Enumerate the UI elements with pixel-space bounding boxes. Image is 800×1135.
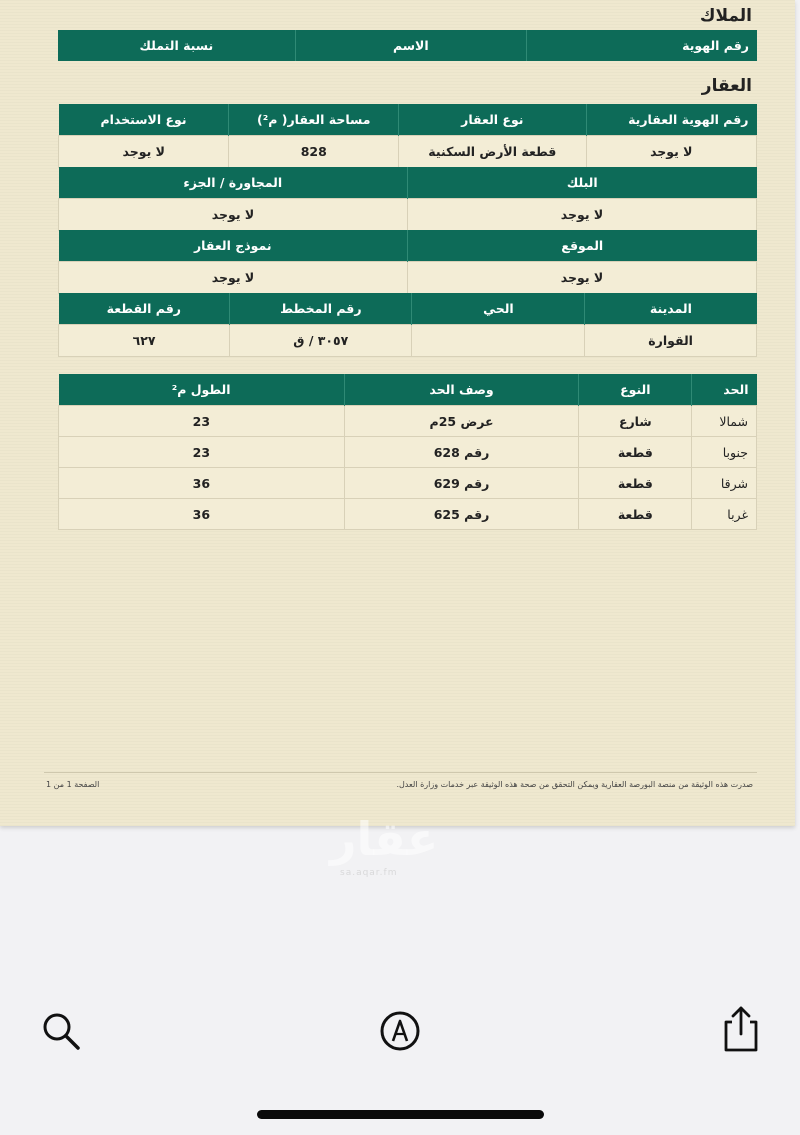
- boundary-side: شمالا: [692, 406, 757, 437]
- owners-title: الملاك: [699, 6, 752, 26]
- property-table-3: [58, 230, 757, 294]
- value-property-area: 828: [229, 136, 399, 168]
- value-city: القوارة: [585, 325, 757, 357]
- header-property-id: رقم الهوية العقارية: [586, 104, 756, 136]
- value-usage-type: لا يوجد: [59, 136, 229, 168]
- header-property-model: نموذج العقار: [59, 230, 408, 262]
- boundary-side: شرقا: [692, 468, 757, 499]
- watermark-url: sa.aqar.fm: [340, 868, 398, 878]
- home-indicator[interactable]: [257, 1110, 544, 1119]
- header-name: الاسم: [295, 30, 526, 61]
- boundary-description: عرض 25م: [344, 406, 579, 437]
- header-boundary: الحد: [692, 374, 757, 406]
- boundary-type: قطعة: [579, 499, 692, 530]
- watermark-logo: عقار: [330, 812, 439, 866]
- header-boundary-type: النوع: [579, 374, 692, 406]
- header-plot-number: رقم القطعة: [59, 293, 230, 325]
- value-property-type: قطعة الأرض السكنية: [399, 136, 586, 168]
- header-city: المدينة: [585, 293, 757, 325]
- boundary-length: 36: [59, 468, 345, 499]
- header-plan-number: رقم المخطط: [230, 293, 412, 325]
- share-icon[interactable]: [720, 1004, 762, 1058]
- property-title: العقار: [701, 76, 752, 96]
- boundary-length: 36: [59, 499, 345, 530]
- boundary-side: جنوبا: [692, 437, 757, 468]
- value-location: لا يوجد: [408, 262, 757, 294]
- value-district: [412, 325, 585, 357]
- value-block: لا يوجد: [408, 199, 757, 231]
- boundary-length: 23: [59, 406, 345, 437]
- table-row: [59, 437, 757, 468]
- header-neighborhood-part: المجاورة / الجزء: [59, 167, 408, 199]
- footer-note: صدرت هذه الوثيقة من منصة البورصة العقارية ويمكن التحقق من صحة هذه الوثيقة عبر خدمات وزارة العدل.: [396, 780, 753, 789]
- header-location: الموقع: [408, 230, 757, 262]
- value-plan-number: ٣٠٥٧ / ق: [230, 325, 412, 357]
- value-property-id: لا يوجد: [586, 136, 756, 168]
- magnifier-icon[interactable]: [40, 1010, 82, 1056]
- boundary-length: 23: [59, 437, 345, 468]
- table-row: [59, 406, 757, 437]
- header-district: الحي: [412, 293, 585, 325]
- property-table-4: [58, 293, 757, 357]
- header-boundary-length: الطول م²: [59, 374, 345, 406]
- owners-table: [58, 30, 757, 61]
- header-property-area: مساحة العقار( م²): [229, 104, 399, 136]
- value-property-model: لا يوجد: [59, 262, 408, 294]
- table-row: [59, 499, 757, 530]
- value-neighborhood-part: لا يوجد: [59, 199, 408, 231]
- footer-page-number: الصفحة 1 من 1: [46, 780, 100, 789]
- header-block: البلك: [408, 167, 757, 199]
- header-id-number: رقم الهوية: [526, 30, 757, 61]
- property-table-2: [58, 167, 757, 231]
- markup-pen-icon[interactable]: [379, 1010, 421, 1056]
- boundaries-table: [58, 374, 757, 530]
- boundary-type: شارع: [579, 406, 692, 437]
- boundary-type: قطعة: [579, 468, 692, 499]
- footer-divider: [44, 772, 757, 773]
- boundary-side: غربا: [692, 499, 757, 530]
- boundary-description: رقم 625: [344, 499, 579, 530]
- header-ownership-ratio: نسبة التملك: [58, 30, 295, 61]
- boundary-description: رقم 629: [344, 468, 579, 499]
- table-row: [59, 468, 757, 499]
- header-usage-type: نوع الاستخدام: [59, 104, 229, 136]
- header-boundary-description: وصف الحد: [344, 374, 579, 406]
- property-table-1: [58, 104, 757, 168]
- boundary-type: قطعة: [579, 437, 692, 468]
- header-property-type: نوع العقار: [399, 104, 586, 136]
- value-plot-number: ٦٢٧: [59, 325, 230, 357]
- boundary-description: رقم 628: [344, 437, 579, 468]
